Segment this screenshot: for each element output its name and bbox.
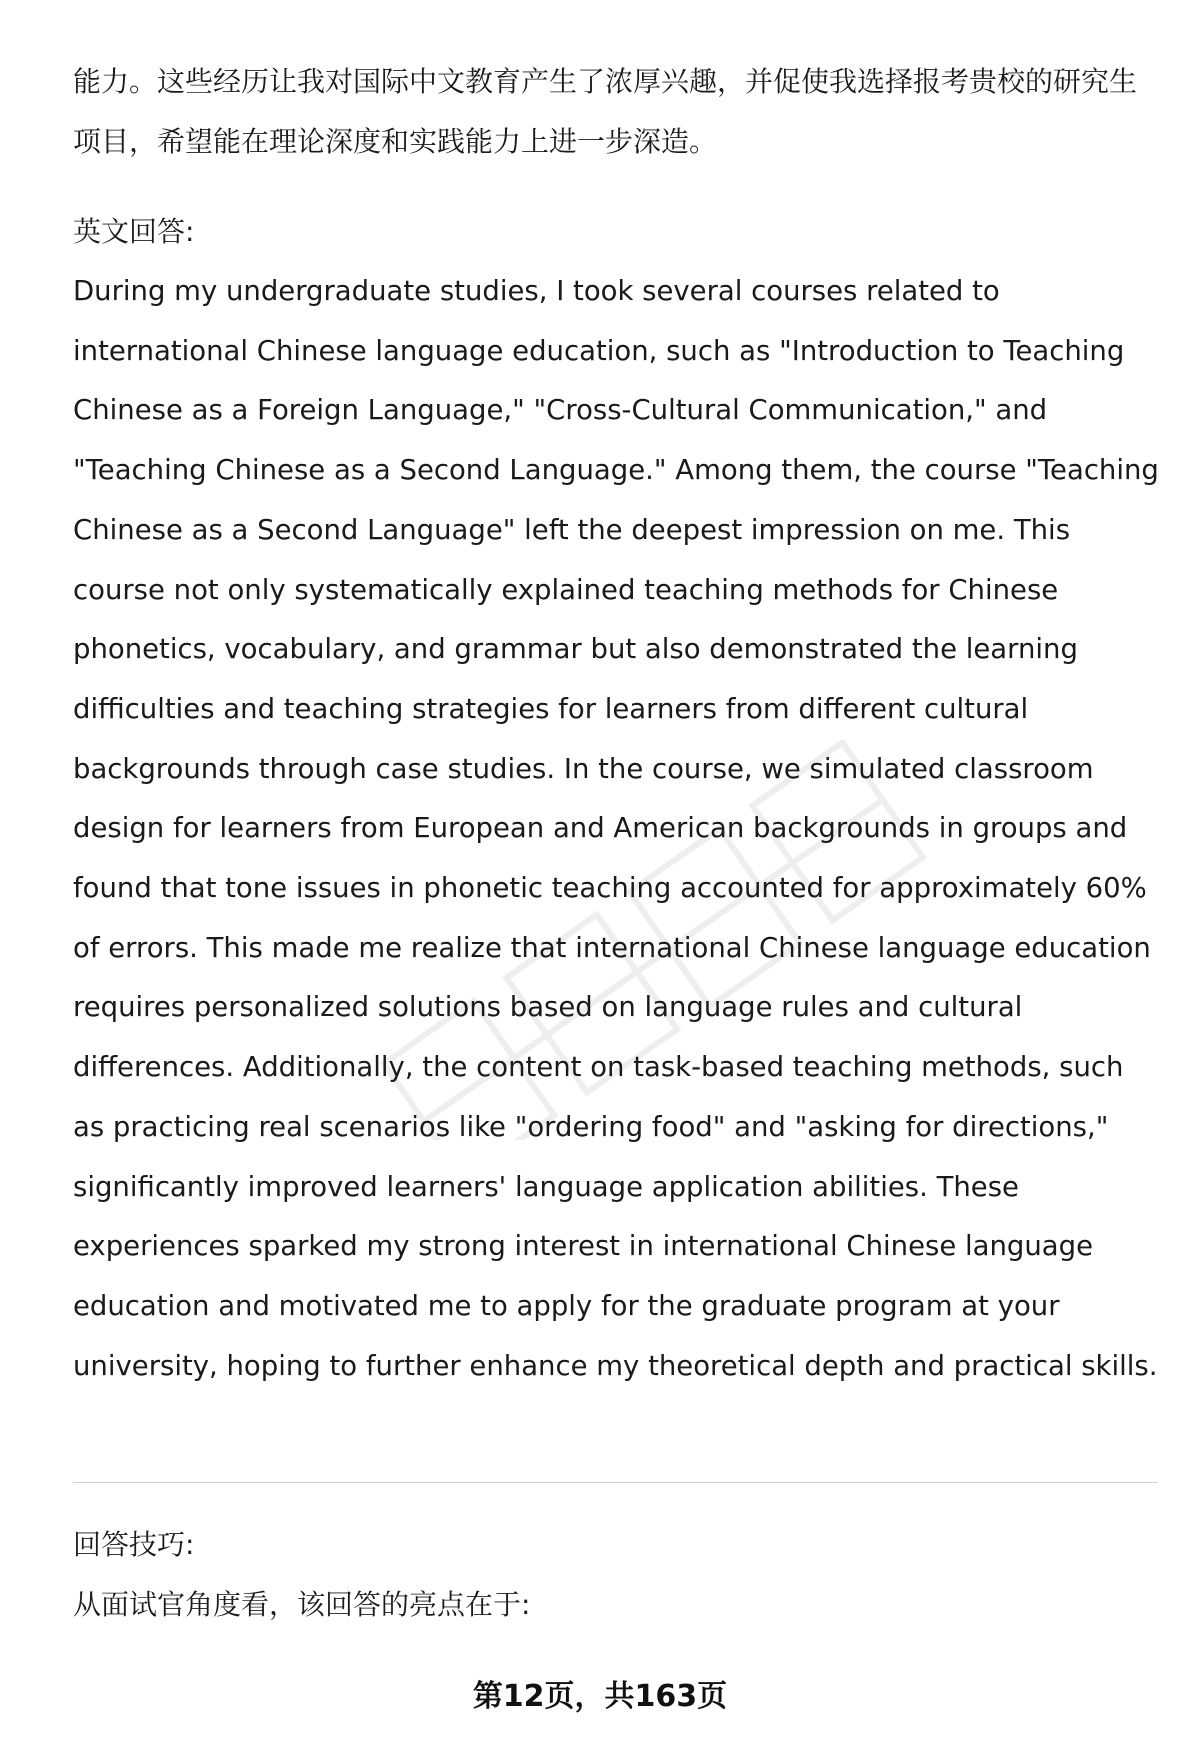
main-content <box>73 52 1163 1396</box>
page-indicator: 第12页，共163页 <box>472 1679 728 1714</box>
section-divider <box>73 1482 1158 1483</box>
english-answer-label: 英文回答: <box>73 215 195 248</box>
answer-tips-section <box>73 1515 1163 1635</box>
answer-tips-intro: 从面试官角度看，该回答的亮点在于: <box>73 1588 531 1621</box>
english-answer-text: During my undergraduate studies, I took several courses related to international Chinese language education, such as "Introduction to Teaching Chinese as a Foreign Language," "Cross-Cultural Communication," and "Teaching Chinese as a Second Language." Among them, the course "Teaching Chinese as a Second Language" left the deepest impression on me. This course not only systematically explained teaching methods for Chinese phonetics, vocabulary, and grammar but also demonstrated the learning difficulties and teaching strategies for learners from different cultural backgrounds through case studies. In the course, we simulated classroom design for learners from European and American backgrounds in groups and found that tone issues in phonetic teaching accounted for approximately 60% of errors. This made me realize that international Chinese language education requires personalized solutions based on language rules and cultural differences. Additionally, the content on task-based teaching methods, such as practicing real scenarios like "ordering food" and "asking for directions," significantly improved learners' language application abilities. These experiences sparked my strong interest in international Chinese language education and motivated me to apply for the graduate program at your university, hoping to further enhance my theoretical depth and practical skills. <box>73 275 1159 1382</box>
answer-tips-label: 回答技巧: <box>73 1528 195 1561</box>
chinese-answer-continuation: 能力。这些经历让我对国际中文教育产生了浓厚兴趣，并促使我选择报考贵校的研究生项目，希望能在理论深度和实践能力上进一步深造。 <box>73 65 1138 158</box>
